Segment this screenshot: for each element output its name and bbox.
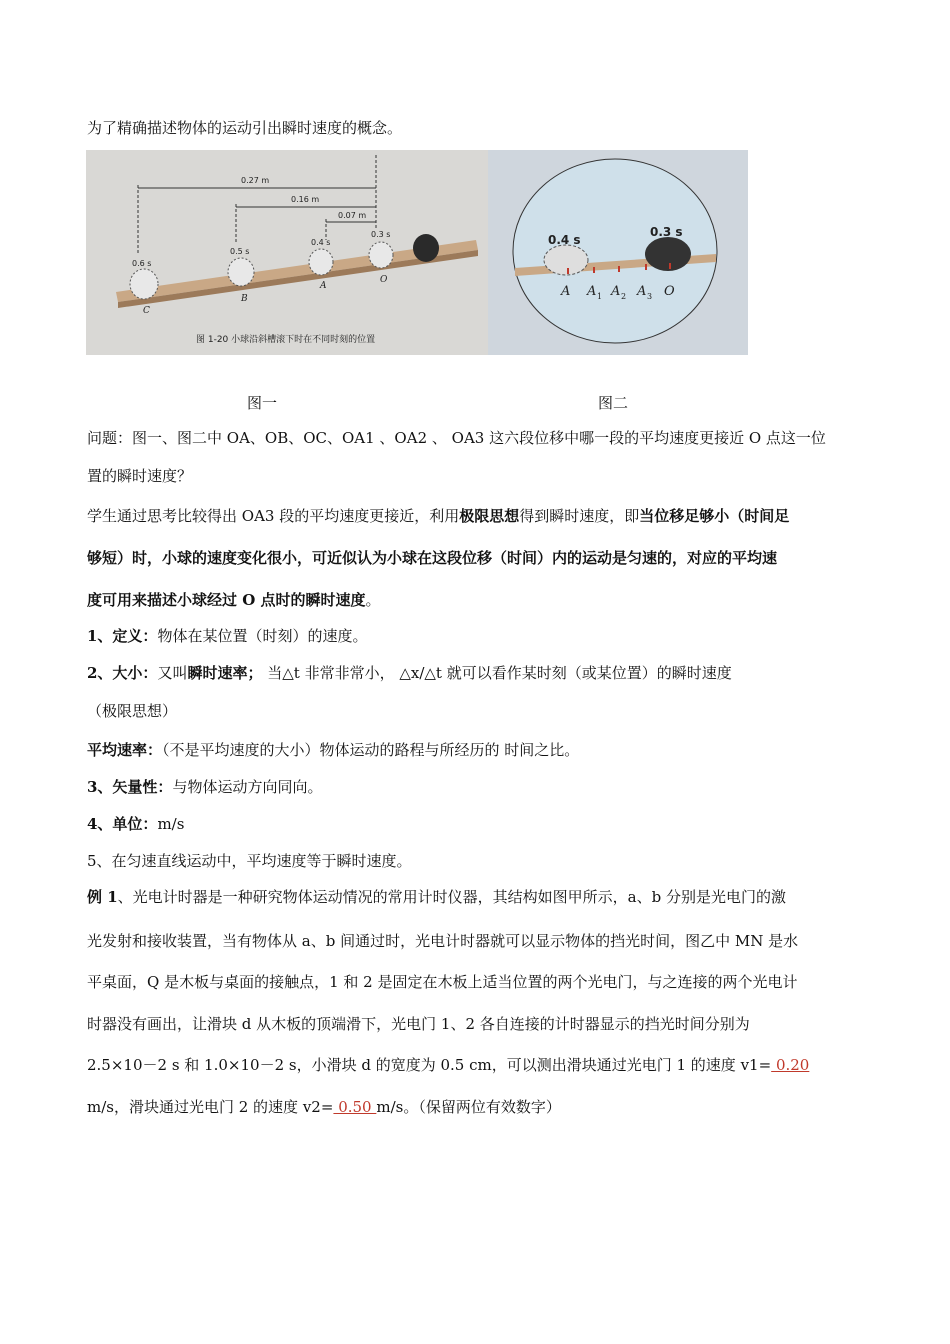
answer-line-3-end: 。 <box>365 591 381 609</box>
unit-text: m/s <box>157 815 185 833</box>
ball-c <box>130 269 158 299</box>
point-label-a: A <box>320 281 327 291</box>
dist-label-016: 0.16 m <box>291 195 320 204</box>
time-label-b: 0.5 s <box>230 247 250 256</box>
example-text-6a: m/s，滑块通过光电门 2 的速度 v2= <box>87 1098 334 1116</box>
size-text-2: 当△t 非常非常小， △x/△t 就可以看作某时刻（或某位置）的瞬时速度 <box>262 664 732 682</box>
caption-figure-one: 图一 <box>247 394 278 412</box>
example-line-1 <box>87 887 867 907</box>
zoom-label-a3: A <box>637 284 647 299</box>
example-text-1: 、光电计时器是一种研究物体运动情况的常用计时仪器，其结构如图甲所示，a、b 分别是光电门的激 <box>117 888 786 906</box>
size-text-1: 又叫 <box>157 664 188 682</box>
item-five-line: 5、在匀速直线运动中，平均速度等于瞬时速度。 <box>87 852 412 870</box>
avg-speed-text: （不是平均速度的大小）物体运动的路程与所经历的 时间之比。 <box>162 741 580 759</box>
time-label-o: 0.3 s <box>371 230 391 239</box>
point-label-b: B <box>241 294 248 304</box>
zoom-time-a: 0.4 s <box>548 233 581 247</box>
time-label-a: 0.4 s <box>311 238 331 247</box>
answer-v1: 0.20 <box>771 1056 810 1074</box>
figure-two-photo <box>488 150 748 355</box>
vector-line <box>87 777 867 797</box>
answer-v2: 0.50 <box>333 1098 377 1116</box>
zoom-label-a1: A <box>587 284 597 299</box>
avg-speed-label: 平均速率： <box>87 741 163 759</box>
size-line <box>87 663 867 683</box>
zoom-ball-a <box>544 245 588 275</box>
example-label: 例 1 <box>87 888 118 906</box>
caption-figure-two: 图二 <box>598 394 629 412</box>
figure-inner-caption: 图 1-20 小球沿斜槽滚下时在不同时刻的位置 <box>196 335 376 345</box>
answer-bold-2: 当位移足够小（时间足 <box>639 507 790 525</box>
answer-line-1 <box>87 506 867 526</box>
zoom-sub-a3: 3 <box>647 292 653 301</box>
zoom-sub-a1: 1 <box>597 292 603 301</box>
point-label-o: O <box>380 275 388 285</box>
size-line-2: （极限思想） <box>87 702 178 720</box>
definition-text: 物体在某位置（时刻）的速度。 <box>157 627 368 645</box>
size-bold: 瞬时速率； <box>187 664 263 682</box>
zoom-label-a2: A <box>611 284 621 299</box>
time-label-c: 0.6 s <box>132 259 152 268</box>
zoom-label-o: O <box>664 284 675 299</box>
example-text-5: 2.5×10－2 s 和 1.0×10－2 s，小滑块 d 的宽度为 0.5 cm，可以测出滑块通过光电门 1 的速度 v1= <box>87 1056 772 1074</box>
zoom-ball-o <box>645 237 691 271</box>
answer-line-3-bold: 度可用来描述小球经过 O 点时的瞬时速度 <box>87 591 366 609</box>
example-line-4: 时器没有画出，让滑块 d 从木板的顶端滑下，光电门 1、2 各自连接的计时器显示的挡光时间分别为 <box>87 1015 750 1033</box>
size-label: 2、大小： <box>87 664 158 682</box>
answer-bold-1: 极限思想 <box>459 507 520 525</box>
zoom-time-o: 0.3 s <box>650 225 683 239</box>
definition-label: 1、定义： <box>87 627 158 645</box>
dist-label-027: 0.27 m <box>241 176 270 185</box>
question-line-1: 问题：图一、图二中 OA、OB、OC、OA1 、OA2 、 OA3 这六段位移中哪一段的平均速度更接近 O 点这一位 <box>87 429 826 447</box>
ball-solid <box>413 234 439 262</box>
dist-label-007: 0.07 m <box>338 211 367 220</box>
example-line-3: 平桌面，Q 是木板与桌面的接触点，1 和 2 是固定在木板上适当位置的两个光电门，与之连接的两个光电计 <box>87 973 798 991</box>
vector-label: 3、矢量性： <box>87 778 173 796</box>
ball-o <box>369 242 393 268</box>
vector-text: 与物体运动方向同向。 <box>172 778 323 796</box>
point-label-c: C <box>143 306 150 316</box>
example-line-2: 光发射和接收装置，当有物体从 a、b 间通过时，光电计时器就可以显示物体的挡光时间，图乙中 MN 是水 <box>87 932 799 950</box>
zoom-sub-a2: 2 <box>621 292 627 301</box>
avg-speed-line <box>87 740 867 760</box>
dimension-lines <box>138 155 376 255</box>
answer-text-2: 得到瞬时速度，即 <box>519 507 640 525</box>
question-line-2: 置的瞬时速度？ <box>87 467 193 485</box>
zoomed-circle-diagram <box>488 150 748 355</box>
example-text-6b: m/s。（保留两位有效数字） <box>376 1098 561 1116</box>
zoom-label-a: A <box>561 284 571 299</box>
answer-text-1: 学生通过思考比较得出 OA3 段的平均速度更接近，利用 <box>87 507 460 525</box>
unit-label: 4、单位： <box>87 815 158 833</box>
example-line-5 <box>87 1055 867 1075</box>
answer-line-3 <box>87 590 867 610</box>
example-line-6 <box>87 1097 867 1117</box>
figure-one-photo <box>86 150 488 355</box>
inclined-track-diagram <box>86 150 488 355</box>
definition-line <box>87 626 867 646</box>
unit-line <box>87 814 867 834</box>
answer-line-2: 够短）时，小球的速度变化很小，可近似认为小球在这段位移（时间）内的运动是匀速的，对应的平均速 <box>87 549 778 567</box>
ball-a <box>309 249 333 275</box>
ball-b <box>228 258 254 286</box>
intro-text: 为了精确描述物体的运动引出瞬时速度的概念。 <box>87 119 403 137</box>
